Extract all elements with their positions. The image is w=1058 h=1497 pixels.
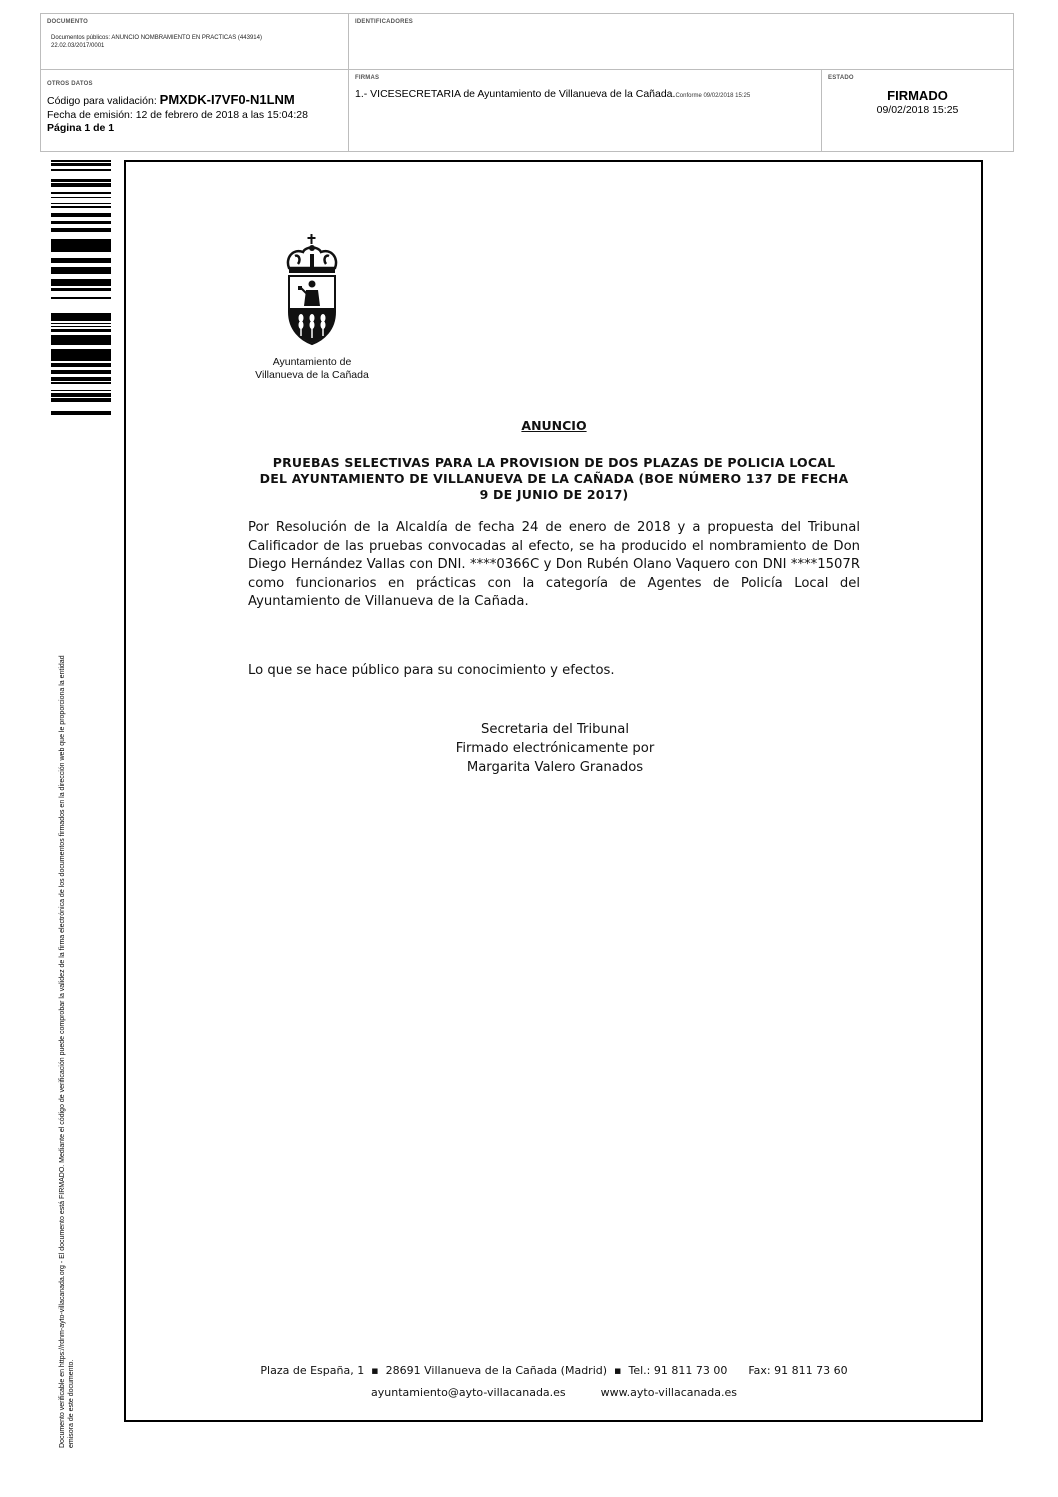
document-title: ANUNCIO <box>521 418 587 433</box>
footer-email[interactable]: ayuntamiento@ayto-villacanada.es <box>371 1386 566 1399</box>
estado-label: ESTADO <box>828 75 854 81</box>
footer-address: Plaza de España, 1 <box>260 1364 365 1377</box>
header-firmas-cell <box>348 69 822 152</box>
municipal-logo <box>252 232 372 382</box>
footer-line1 <box>248 1360 860 1382</box>
documento-description: Documentos públicos: ANUNCIO NOMBRAMIENTO EN PRACTICAS (443914) <box>51 35 262 41</box>
emission-date: Fecha de emisión: 12 de febrero de 2018 a las 15:04:28 <box>47 109 308 121</box>
firmas-label: FIRMAS <box>355 75 380 81</box>
page-count: Página 1 de 1 <box>47 122 115 134</box>
firma-name: 1.- VICESECRETARIA de Ayuntamiento de Villanueva de la Cañada. <box>355 88 676 100</box>
logo-line1: Ayuntamiento de <box>272 356 352 368</box>
document-subtitle <box>248 455 860 503</box>
document-footer <box>248 1360 860 1404</box>
side-text-line1: Documento verificable en https://rdnm-ayto-villacanada.org - El documento está FIRMADO. Mediante el código de verificación puede comprobar la validez de la firma electrónica de los documentos firmados en la dirección web que le proporciona la entidad <box>59 655 66 1448</box>
footer-line2 <box>248 1382 860 1404</box>
validation-code: PMXDK-I7VF0-N1LNM <box>159 92 295 107</box>
document-closing: Lo que se hace público para su conocimiento y efectos. <box>248 663 615 678</box>
header-documento-cell <box>40 13 349 70</box>
signature-method: Firmado electrónicamente por <box>455 741 655 756</box>
barcode-bar <box>51 411 111 415</box>
validation-prefix: Código para validación: <box>47 95 157 107</box>
footer-separator: ▪ <box>610 1364 629 1377</box>
side-verification-text <box>58 438 76 1448</box>
footer-city: 28691 Villanueva de la Cañada (Madrid) <box>385 1364 608 1377</box>
subtitle-line1: PRUEBAS SELECTIVAS PARA LA PROVISION DE DOS PLAZAS DE POLICIA LOCAL <box>272 455 836 470</box>
header-identificadores-cell <box>348 13 1014 70</box>
document-paragraph: Por Resolución de la Alcaldía de fecha 24 de enero de 2018 y a propuesta del Tribunal Calificador de las pruebas convocadas al efecto, se ha producido el nombramiento de Don Diego Hernández Vallas con DNI. ****0366C y Don Rubén Olano Vaquero con DNI ****1507R como funcionarios en prácticas con la categoría de Agentes de Policía Local del Ayuntamiento de Villanueva de la Cañada. <box>248 520 860 609</box>
identificadores-label: IDENTIFICADORES <box>355 19 414 25</box>
signature-name: Margarita Valero Granados <box>466 760 644 775</box>
signature-block <box>410 720 700 777</box>
header-estado-cell <box>821 69 1014 152</box>
signature-role: Secretaria del Tribunal <box>481 722 629 737</box>
estado-value: FIRMADO <box>887 88 948 103</box>
header-otros-datos-cell <box>40 69 349 152</box>
firma-entry <box>355 88 750 102</box>
logo-line2: Villanueva de la Cañada <box>255 369 369 381</box>
documento-reference: 22.02.03/2017/0001 <box>51 43 105 49</box>
footer-separator: ▪ <box>367 1364 386 1377</box>
documento-label: DOCUMENTO <box>47 19 89 25</box>
logo-caption <box>252 356 372 382</box>
coat-of-arms-icon <box>281 232 343 350</box>
validation-line <box>47 94 295 107</box>
side-text-line2: emisora de este documento. <box>68 1359 75 1448</box>
subtitle-line2: DEL AYUNTAMIENTO DE VILLANUEVA DE LA CAÑADA (BOE NÚMERO 137 DE FECHA <box>259 471 849 486</box>
footer-tel: Tel.: 91 811 73 00 <box>628 1364 728 1377</box>
barcode <box>51 160 111 414</box>
footer-web[interactable]: www.ayto-villacanada.es <box>600 1386 737 1399</box>
subtitle-line3: 9 DE JUNIO DE 2017) <box>479 487 629 502</box>
estado-date: 09/02/2018 15:25 <box>876 104 959 116</box>
firma-status: Conforme 09/02/2018 15:25 <box>675 93 751 99</box>
footer-fax: Fax: 91 811 73 60 <box>748 1364 848 1377</box>
otros-datos-label: OTROS DATOS <box>47 81 93 87</box>
